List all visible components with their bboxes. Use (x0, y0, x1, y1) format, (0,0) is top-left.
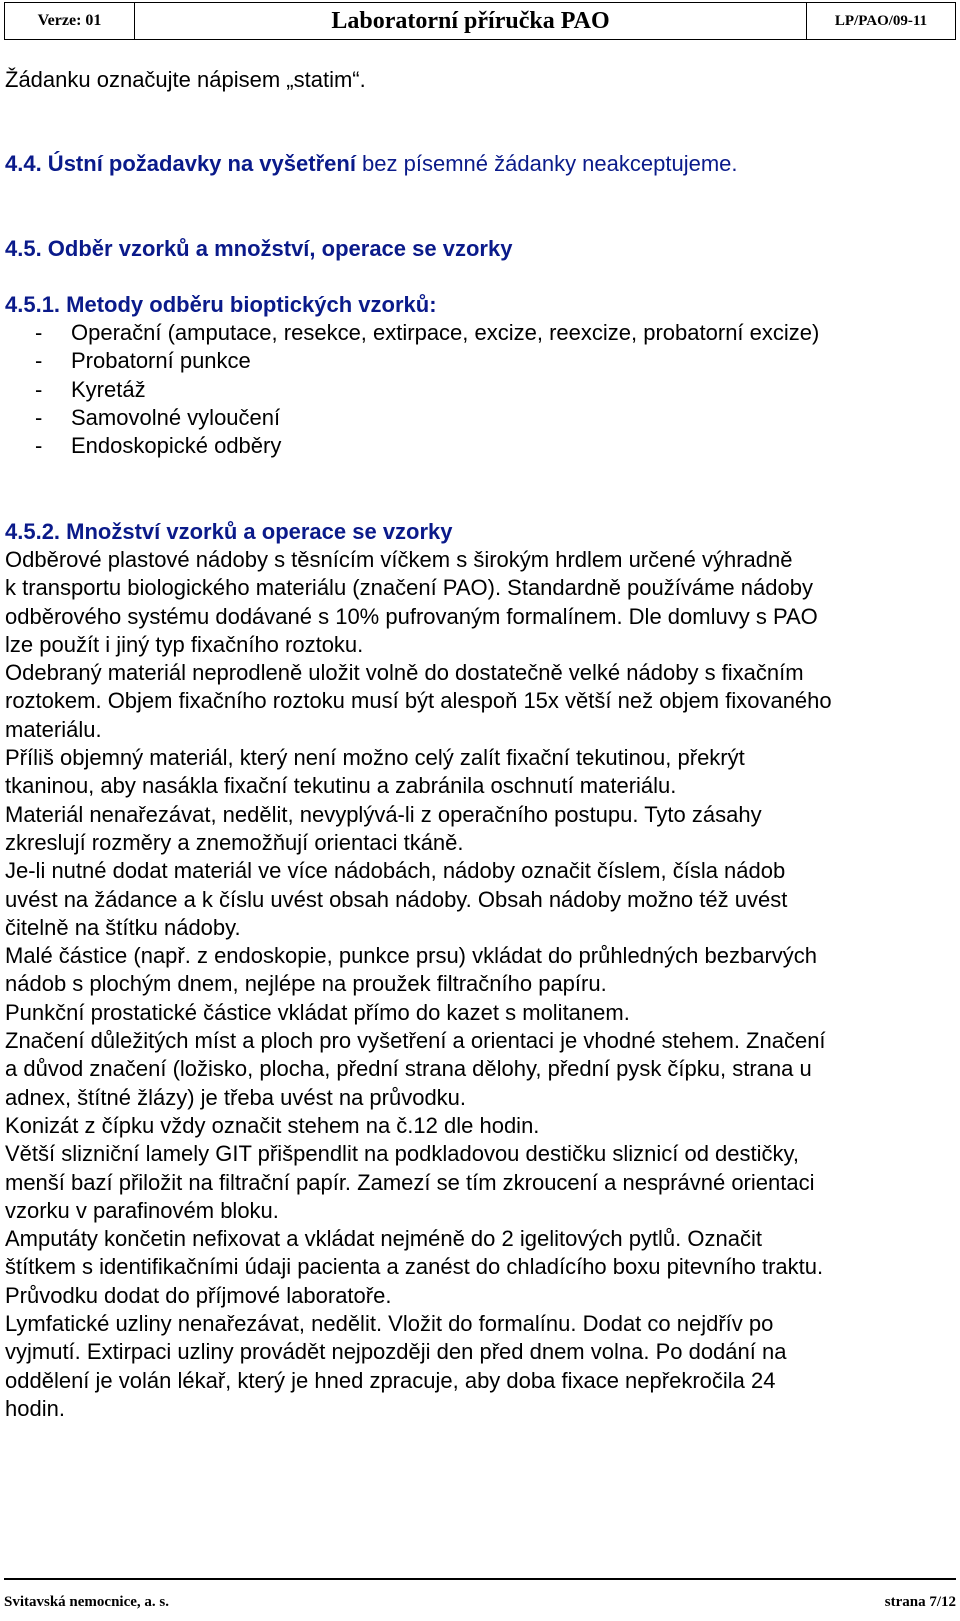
text-line: odběrového systému dodávané s 10% pufrovaným formalínem. Dle domluvy s PAO (5, 603, 818, 629)
list-item: - Kyretáž (35, 376, 146, 402)
text-line: Příliš objemný materiál, který není možno celý zalít fixační tekutinou, překrýt (5, 745, 745, 771)
document-code: LP/PAO/09-11 (834, 12, 928, 29)
text-line: nádob s plochým dnem, nejlépe na proužek filtračního papíru. (5, 971, 607, 997)
text-line: menší bazí přiložit na filtrační papír. Zamezí se tím zkroucení a nesprávné orientaci (5, 1169, 815, 1195)
text-line: Materiál nenařezávat, nedělit, nevyplývá-li z operačního postupu. Tyto zásahy (5, 801, 762, 827)
page-number: strana 7/12 (884, 1594, 956, 1610)
text-line: roztokem. Objem fixačního roztoku musí být alespoň 15x větší než objem fixovaného (5, 688, 832, 714)
text-line: Značení důležitých míst a ploch pro vyšetření a orientaci je vhodné stehem. Značení (5, 1028, 826, 1054)
section-4-4-heading: 4.4. Ústní požadavky na vyšetření (5, 151, 356, 177)
text-line: Průvodku dodat do příjmové laboratoře. (5, 1282, 392, 1308)
text-line: tkaninou, aby nasákla fixační tekutinu a zabránila oschnutí materiálu. (5, 773, 677, 799)
text-line: vzorku v parafinovém bloku. (5, 1197, 279, 1223)
text-line: Větší slizniční lamely GIT přišpendlit na podkladovou destičku sliznicí od destičky, (5, 1141, 799, 1167)
document-title: Laboratorní příručka PAO (135, 3, 807, 39)
section-4-4 (5, 150, 955, 178)
section-4-5-1-heading: 4.5.1. Metody odběru bioptických vzorků: (5, 291, 437, 317)
section-4-5-2-text (5, 546, 955, 1423)
document-header (4, 2, 956, 40)
list-item: - Probatorní punkce (35, 348, 251, 374)
text-line: čitelně na štítku nádoby. (5, 914, 241, 940)
text-line: Je-li nutné dodat materiál ve více nádobách, nádoby označit číslem, čísla nádob (5, 858, 786, 884)
text-line: Punkční prostatické částice vkládat přímo do kazet s molitanem. (5, 999, 630, 1025)
text-line: Lymfatické uzliny nenařezávat, nedělit. Vložit do formalínu. Dodat co nejdřív po (5, 1310, 774, 1336)
text-line: materiálu. (5, 716, 102, 742)
text-line: oddělení je volán lékař, který je hned zpracuje, aby doba fixace nepřekročila 24 (5, 1367, 776, 1393)
list-item: - Samovolné vyloučení (35, 405, 281, 431)
section-4-5-2-heading: 4.5.2. Množství vzorků a operace se vzorky (5, 518, 453, 544)
text-line: štítkem s identifikačními údaji pacienta a zanést do chladícího boxu pitevního traktu. (5, 1254, 824, 1280)
text-line: lze použít i jiný typ fixačního roztoku. (5, 631, 364, 657)
list-item: - Endoskopické odběry (35, 433, 282, 459)
text-line: hodin. (5, 1395, 65, 1421)
text-line: vyjmutí. Extirpaci uzliny provádět nejpozději den před dnem volna. Po dodání na (5, 1339, 787, 1365)
section-4-5-heading: 4.5. Odběr vzorků a množství, operace se vzorky (5, 235, 513, 261)
section-4-4-text: bez písemné žádanky neakceptujeme. (355, 151, 738, 177)
list-item: - Operační (amputace, resekce, extirpace, excize, reexcize, probatorní excize) (35, 320, 820, 346)
text-line: adnex, štítné žlázy) je třeba uvést na průvodku. (5, 1084, 467, 1110)
text-line: Malé částice (např. z endoskopie, punkce prsu) vkládat do průhledných bezbarvých (5, 943, 818, 969)
text-line: uvést na žádance a k číslu uvést obsah nádoby. Obsah nádoby možno též uvést (5, 886, 788, 912)
document-body (5, 66, 955, 1423)
text-line: zkreslují rozměry a znemožňují orientaci tkáně. (5, 829, 464, 855)
text-line: a důvod značení (ložisko, plocha, přední strana dělohy, přední pysk čípku, strana u (5, 1056, 812, 1082)
text-line: Odběrové plastové nádoby s těsnícím víčkem s širokým hrdlem určené výhradně (5, 546, 793, 572)
footer-organization: Svitavská nemocnice, a. s. (4, 1594, 169, 1610)
version-cell: Verze: 01 (5, 3, 135, 39)
text-line: k transportu biologického materiálu (značení PAO). Standardně používáme nádoby (5, 575, 813, 601)
text-line: Amputáty končetin nefixovat a vkládat nejméně do 2 igelitových pytlů. Označit (5, 1226, 762, 1252)
footer-divider (4, 1578, 956, 1580)
intro-paragraph: Žádanku označujte nápisem „statim“. (5, 67, 366, 92)
document-footer (4, 1578, 956, 1618)
text-line: Konizát z čípku vždy označit stehem na č.12 dle hodin. (5, 1112, 540, 1138)
text-line: Odebraný materiál neprodleně uložit volně do dostatečně velké nádoby s fixačním (5, 660, 804, 686)
